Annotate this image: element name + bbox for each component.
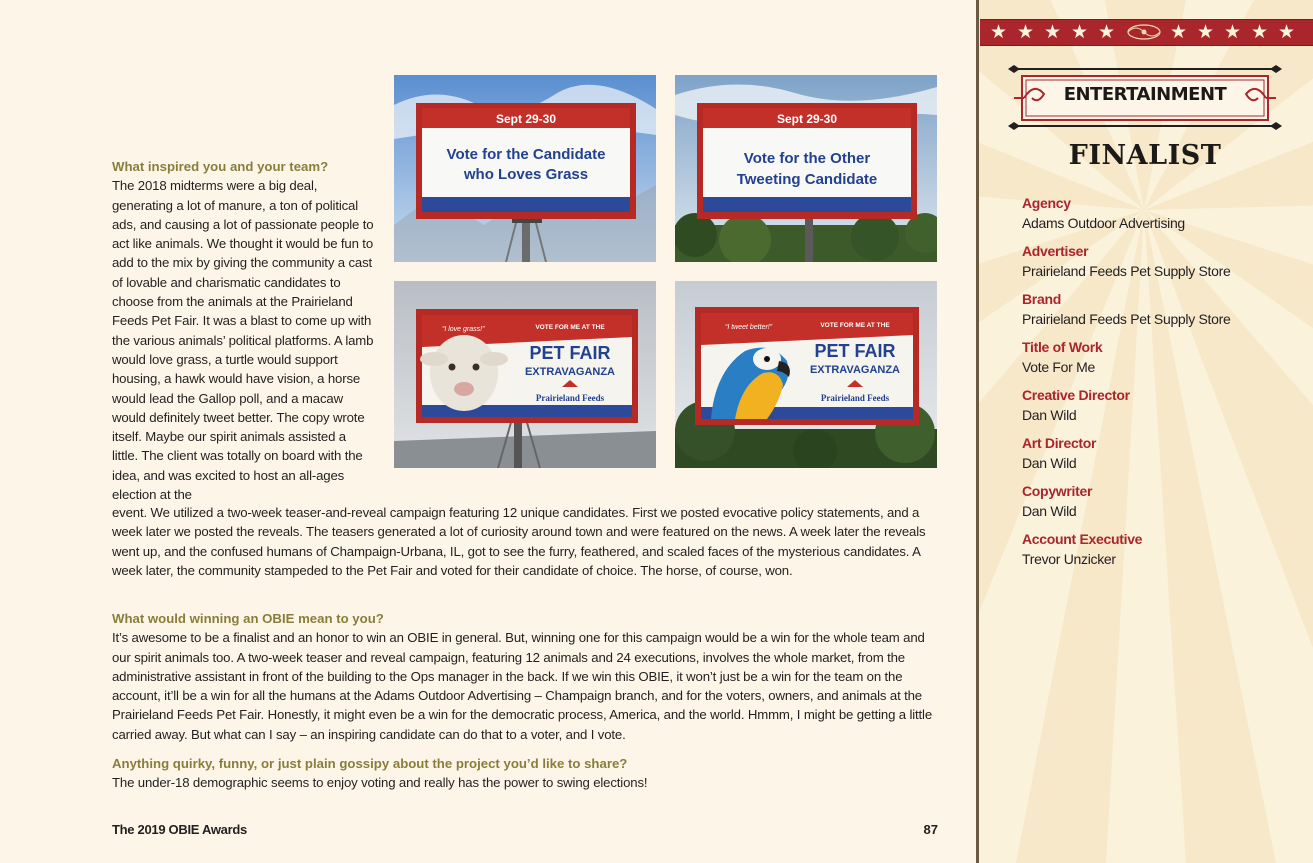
question-heading: What would winning an OBIE mean to you? xyxy=(112,611,384,626)
credit-label: Advertiser xyxy=(1022,243,1089,259)
section-inspiration-continued xyxy=(112,503,938,580)
billboard-headline-2: EXTRAVAGANZA xyxy=(809,364,901,376)
star-icon: ★ xyxy=(1170,21,1188,43)
star-icon: ★ xyxy=(1197,21,1215,43)
billboard-headline-2: EXTRAVAGANZA xyxy=(524,366,616,378)
credit-value: Dan Wild xyxy=(1022,455,1077,471)
star-icon: ★ xyxy=(990,21,1008,43)
billboard-lamb-image xyxy=(394,281,656,468)
answer-text: It’s awesome to be a finalist and an honor to win an OBIE in general. But, winning one for this campaign would be a win for the whole team and our spirit animals too. A two-week teaser and reveal campaign, featuring 12 animals and 24 executions, involves the whole market, from the administrative assistant in front of the building to the Ops manager in the back. If we win this OBIE, it won’t just be a win for the team on the account, it’ll be a win for all the humans at the Adams Outdoor Advertising – Champaign branch, and for the voters, owners, and animals at the Prairieland Feeds Pet Fair. Honestly, it might even be a win for the democratic process, America, and the world. Hmmm, I might be getting a little carried away. But what can I say – an inspiring candidate can do that to a voter, and I vote. xyxy=(112,630,933,742)
question-heading: What inspired you and your team? xyxy=(112,159,329,174)
star-icon: ★ xyxy=(1224,21,1242,43)
billboard-line-1: Vote for the Candidate xyxy=(446,146,606,163)
category-label: ENTERTAINMENT xyxy=(1063,84,1227,105)
credits-list xyxy=(1022,194,1302,578)
ornament-icon xyxy=(1126,22,1162,42)
credit-art-director xyxy=(1022,434,1302,473)
billboard-date: Sept 29-30 xyxy=(776,112,838,126)
credit-label: Art Director xyxy=(1022,435,1097,451)
credit-advertiser xyxy=(1022,242,1302,281)
section-winning xyxy=(112,609,938,744)
credit-value: Dan Wild xyxy=(1022,407,1077,423)
credit-creative-director xyxy=(1022,386,1302,425)
credit-copywriter xyxy=(1022,482,1302,521)
billboard-line-1: Vote for the Other xyxy=(743,150,871,167)
credit-label: Brand xyxy=(1022,291,1061,307)
star-icon: ★ xyxy=(1251,21,1269,43)
credit-label: Title of Work xyxy=(1022,339,1103,355)
billboard-line-2: who Loves Grass xyxy=(463,166,589,183)
question-heading: Anything quirky, funny, or just plain gossipy about the project you’d like to share? xyxy=(112,756,628,771)
billboard-tweeting-image xyxy=(675,75,937,262)
star-icon: ★ xyxy=(1098,21,1116,43)
credit-title-of-work xyxy=(1022,338,1302,377)
footer-publication: The 2019 OBIE Awards xyxy=(112,822,247,837)
page-number: 87 xyxy=(923,822,938,837)
section-inspiration xyxy=(112,157,374,504)
billboard-photo-macaw xyxy=(675,281,937,468)
billboard-quote: “I love grass!” xyxy=(442,326,485,333)
star-band xyxy=(980,19,1313,46)
section-quirky xyxy=(112,754,938,793)
answer-text: The 2018 midterms were a big deal, generating a lot of manure, a ton of political ads, and causing a lot of passionate people to act like animals. We thought it would be fun to add to the mix by giving the community a cast of lovable and charismatic candidates to choose from the animals at the Prairieland Feeds Pet Fair. It was a blast to come up with the various animals’ political platforms. A lamb would love grass, a turtle would support housing, a hawk would have vision, a horse would lead the Gallop poll, and a macaw would definitely tweet better. The copy wrote itself. Maybe our spirit animals assisted a little. The client was totally on board with the idea, and was excited to host an all-ages election at the xyxy=(112,178,374,503)
billboard-date: Sept 29-30 xyxy=(495,112,557,126)
credit-value: Vote For Me xyxy=(1022,359,1095,375)
billboard-macaw-image xyxy=(675,281,937,468)
credit-label: Creative Director xyxy=(1022,387,1130,403)
answer-text: event. We utilized a two-week teaser-and-reveal campaign featuring 12 unique candidates. First we posted evocative policy statements, and a week later we posted the reveals. The teasers generated a lot of curiosity around town and were featured on the news. A week later the reveals went up, and the confused humans of Champaign-Urbana, IL, got to see the furry, feathered, and scaled faces of the mysterious candidates. A week later, the community stampeded to the Pet Fair and voted for their candidate of choice. The horse, of course, won. xyxy=(112,505,926,578)
credit-value: Prairieland Feeds Pet Supply Store xyxy=(1022,311,1231,327)
credit-value: Dan Wild xyxy=(1022,503,1077,519)
billboard-photo-tweeting xyxy=(675,75,937,262)
star-icon: ★ xyxy=(1044,21,1062,43)
credit-value: Adams Outdoor Advertising xyxy=(1022,215,1185,231)
billboard-brand: Prairieland Feeds xyxy=(820,393,890,403)
credit-agency xyxy=(1022,194,1302,233)
answer-text: The under-18 demographic seems to enjoy voting and really has the power to swing elections! xyxy=(112,775,648,791)
finalist-heading: FINALIST xyxy=(1068,140,1222,171)
credit-brand xyxy=(1022,290,1302,329)
credit-label: Agency xyxy=(1022,195,1071,211)
star-icon: ★ xyxy=(1071,21,1089,43)
star-icon: ★ xyxy=(1017,21,1035,43)
billboard-vote-line: VOTE FOR ME AT THE xyxy=(535,324,605,331)
billboard-grass-image xyxy=(394,75,656,262)
star-icon: ★ xyxy=(1278,21,1296,43)
credit-account-executive xyxy=(1022,530,1302,569)
credit-label: Copywriter xyxy=(1022,483,1093,499)
billboard-headline-1: PET FAIR xyxy=(814,341,896,361)
billboard-quote: “I tweet better!” xyxy=(725,324,773,331)
credit-value: Prairieland Feeds Pet Supply Store xyxy=(1022,263,1231,279)
credit-value: Trevor Unzicker xyxy=(1022,551,1116,567)
credits-sidebar xyxy=(976,0,1313,863)
billboard-photo-grass xyxy=(394,75,656,262)
billboard-brand: Prairieland Feeds xyxy=(535,393,605,403)
billboard-photo-lamb xyxy=(394,281,656,468)
billboard-vote-line: VOTE FOR ME AT THE xyxy=(820,322,890,329)
billboard-line-2: Tweeting Candidate xyxy=(736,171,878,188)
billboard-photo-grid xyxy=(394,75,938,469)
credit-label: Account Executive xyxy=(1022,531,1143,547)
sidebar-divider xyxy=(976,0,979,863)
billboard-headline-1: PET FAIR xyxy=(529,343,611,363)
